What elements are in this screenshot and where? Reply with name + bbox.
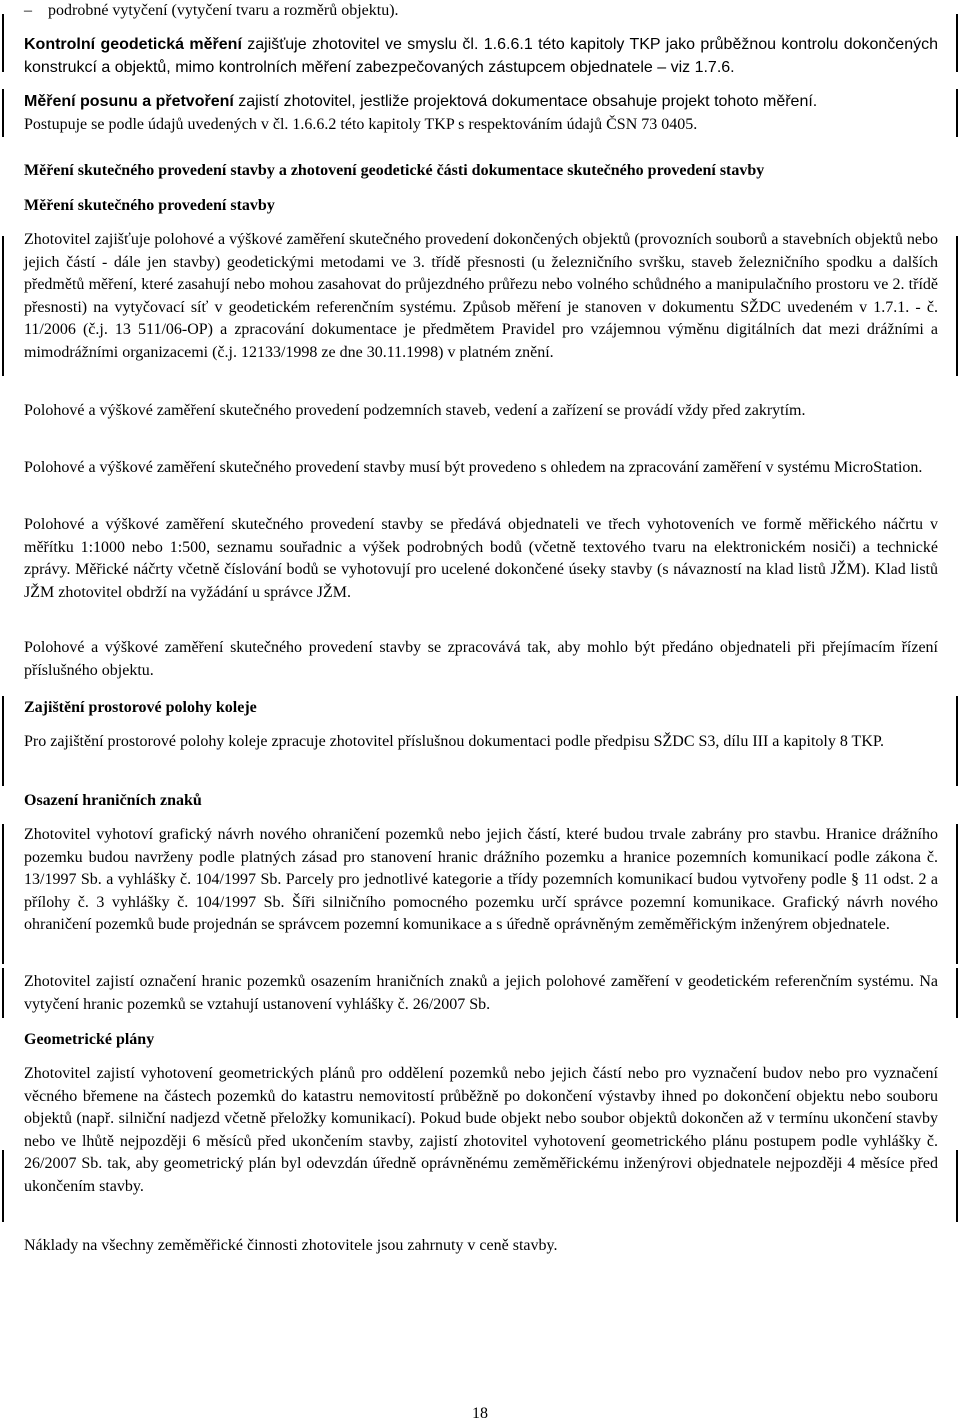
- inline-bold-term: Měření posunu a přetvoření: [24, 93, 234, 110]
- revision-bar: [956, 696, 958, 786]
- paragraph-text: Zhotovitel zajistí označení hranic pozemků osazením hraničních znaků a jejich polohové zaměření v geodetickém referenčním systému. Na vytyčení hranic pozemků se vztahují ustanovení vyhlášky č. 26/2007 Sb.: [24, 973, 938, 1013]
- section-heading: Geometrické plány: [24, 1031, 155, 1048]
- paragraph-text: Polohové a výškové zaměření skutečného provedení podzemních staveb, vedení a zařízení se provádí vždy před zakrytím.: [24, 402, 806, 419]
- paragraph: [24, 971, 938, 1016]
- paragraph-text: zajišťuje zhotovitel ve smyslu čl. 1.6.6.1 této kapitoly TKP jako průběžnou kontrolu dokončených konstrukcí a objektů, mimo kontrolních měření zabezpečovaných zástupcem objednatele – viz 1.7.6.: [24, 36, 938, 76]
- paragraph: [24, 824, 938, 937]
- revision-bar: [2, 696, 4, 786]
- revision-bar: [956, 968, 958, 1018]
- revision-bar: [2, 968, 4, 1018]
- subsection-heading: Měření skutečného provedení stavby: [24, 197, 275, 214]
- paragraph-text: Pro zajištění prostorové polohy koleje zpracuje zhotovitel příslušnou dokumentaci podle předpisu SŽDC S3, dílu III a kapitoly 8 TKP.: [24, 733, 885, 750]
- paragraph: [24, 229, 938, 364]
- section-heading: Zajištění prostorové polohy koleje: [24, 699, 257, 716]
- paragraph-text: Zhotovitel zajišťuje polohové a výškové zaměření skutečného provedení dokončených objektů (provozních souborů a stavebních objektů nebo jejich částí - dále jen stavby) geodetickými metodami ve 3. třídě přesnosti (u železničního svršku, staveb železničního spodku a dalších předmětů měření, které zasahují nebo mohou zasahovat do průjezdného průřezu nebo volného schůdného a manipulačního prostoru ve 2. třídě přesnosti) na vytyčovací síť v geodetickém referenčním systému. Způsob měření je stanoven v dokumentu SŽDC uvedeném v 1.7.1. - č. 11/2006 (č.j. 13 511/06-OP) a zpracování dokumentace je předmětem Pravidel pro vzájemnou výměnu digitálních dat mezi drážními a mimodrážními organizacemi (č.j. 12133/1998 ze dne 30.11.1998) v platném znění.: [24, 231, 938, 361]
- revision-bar: [956, 824, 958, 964]
- paragraph-text: Polohové a výškové zaměření skutečného provedení stavby se předává objednateli ve třech vyhotoveních ve formě měřického náčrtu v měřítku 1:1000 nebo 1:500, seznamu souřadnic a výšek podrobných bodů (včetně textového tvaru na elektronickém nosiči) a technické zprávy. Měřické náčrty včetně číslování bodů se vyhotovují pro ucelené dokončené úseky stavby (s návazností na klad listů JŽM). Klad listů JŽM zhotovitel obdrží na vyžádání u správce JŽM.: [24, 516, 938, 601]
- inline-bold-term: Kontrolní geodetická měření: [24, 36, 242, 53]
- revision-bar: [2, 236, 4, 376]
- list-item: [24, 0, 938, 22]
- paragraph: [24, 457, 938, 480]
- paragraph: [24, 731, 938, 754]
- paragraph-text: Postupuje se podle údajů uvedených v čl. 1.6.6.2 této kapitoly TKP s respektováním údajů ČSN 73 0405.: [24, 115, 698, 133]
- revision-bar: [956, 1150, 958, 1222]
- paragraph: [24, 400, 938, 423]
- dash-bullet: –: [24, 2, 32, 19]
- paragraph: [24, 514, 938, 604]
- revision-bar: [2, 824, 4, 964]
- revision-bar: [956, 89, 958, 137]
- section-heading: Osazení hraničních znaků: [24, 792, 202, 809]
- page-number: 18: [472, 1405, 488, 1422]
- paragraph-kontrolni-mereni: [24, 34, 938, 79]
- paragraph-text: Zhotovitel zajistí vyhotovení geometrických plánů pro oddělení pozemků nebo jejich částí nebo pro vyznačení budov nebo pro vyznačení věcného břemene na částech pozemků do katastru nemovitostí průběžně po dokončení výstavby ihned po dokončení objektu nebo souboru objektů (např. silniční nadjezd včetně přeložky komunikací). Pokud bude objekt nebo soubor objektů dokončen až v termínu ukončení stavby nebo ve lhůtě nejpozději 6 měsíců před ukončením stavby, zajistí zhotovitel vyhotovení geometrického plánu postupem podle vyhlášky č. 26/2007 Sb. tak, aby geometrický plán byl odevzdán úředně oprávněnému zeměměřickému inženýrovi objednatele nejpozději 4 měsíce před ukončením stavby.: [24, 1065, 938, 1195]
- paragraph: [24, 637, 938, 682]
- paragraph-text: zajistí zhotovitel, jestliže projektová dokumentace obsahuje projekt tohoto měření.: [233, 93, 818, 110]
- revision-bar: [2, 89, 4, 137]
- paragraph-text: Zhotovitel vyhotoví grafický návrh nového ohraničení pozemků nebo jejich částí, které budou trvale zabrány pro stavbu. Hranice drážního pozemku budou navrženy podle platných zásad pro stanovení hranic drážního pozemku a hranice pozemních komunikací podle zákona č. 13/1997 Sb. a vyhlášky č. 104/1997 Sb. Parcely pro jednotlivé kategorie a třídy pozemních komunikací budou vytvořeny podle § 11 odst. 2 a přílohy č. 3 vyhlášky č. 104/1997 Sb. Šíři silničního pomocného pozemku určí správce pozemní komunikace. Grafický návrh nového ohraničení pozemků bude projednán se správcem pozemní komunikace a s úředně oprávněným zeměměřickým inženýrem objednatele.: [24, 826, 938, 933]
- section-heading: Měření skutečného provedení stavby a zhotovení geodetické části dokumentace skutečného provedení stavby: [24, 162, 765, 179]
- paragraph-mereni-posunu: [24, 91, 938, 136]
- paragraph-text: Polohové a výškové zaměření skutečného provedení stavby musí být provedeno s ohledem na zpracování zaměření v systému MicroStation.: [24, 459, 923, 476]
- paragraph: [24, 1063, 938, 1198]
- revision-bar: [2, 1150, 4, 1222]
- paragraph-text: Polohové a výškové zaměření skutečného provedení stavby se zpracovává tak, aby mohlo být předáno objednateli při přejímacím řízení příslušného objektu.: [24, 639, 938, 679]
- revision-bar: [956, 236, 958, 376]
- revision-bar: [956, 14, 958, 72]
- list-item-text: podrobné vytyčení (vytyčení tvaru a rozměrů objektu).: [48, 2, 399, 19]
- revision-bar: [2, 14, 4, 72]
- paragraph-text: Náklady na všechny zeměměřické činnosti zhotovitele jsou zahrnuty v ceně stavby.: [24, 1237, 558, 1254]
- paragraph: [24, 1235, 938, 1258]
